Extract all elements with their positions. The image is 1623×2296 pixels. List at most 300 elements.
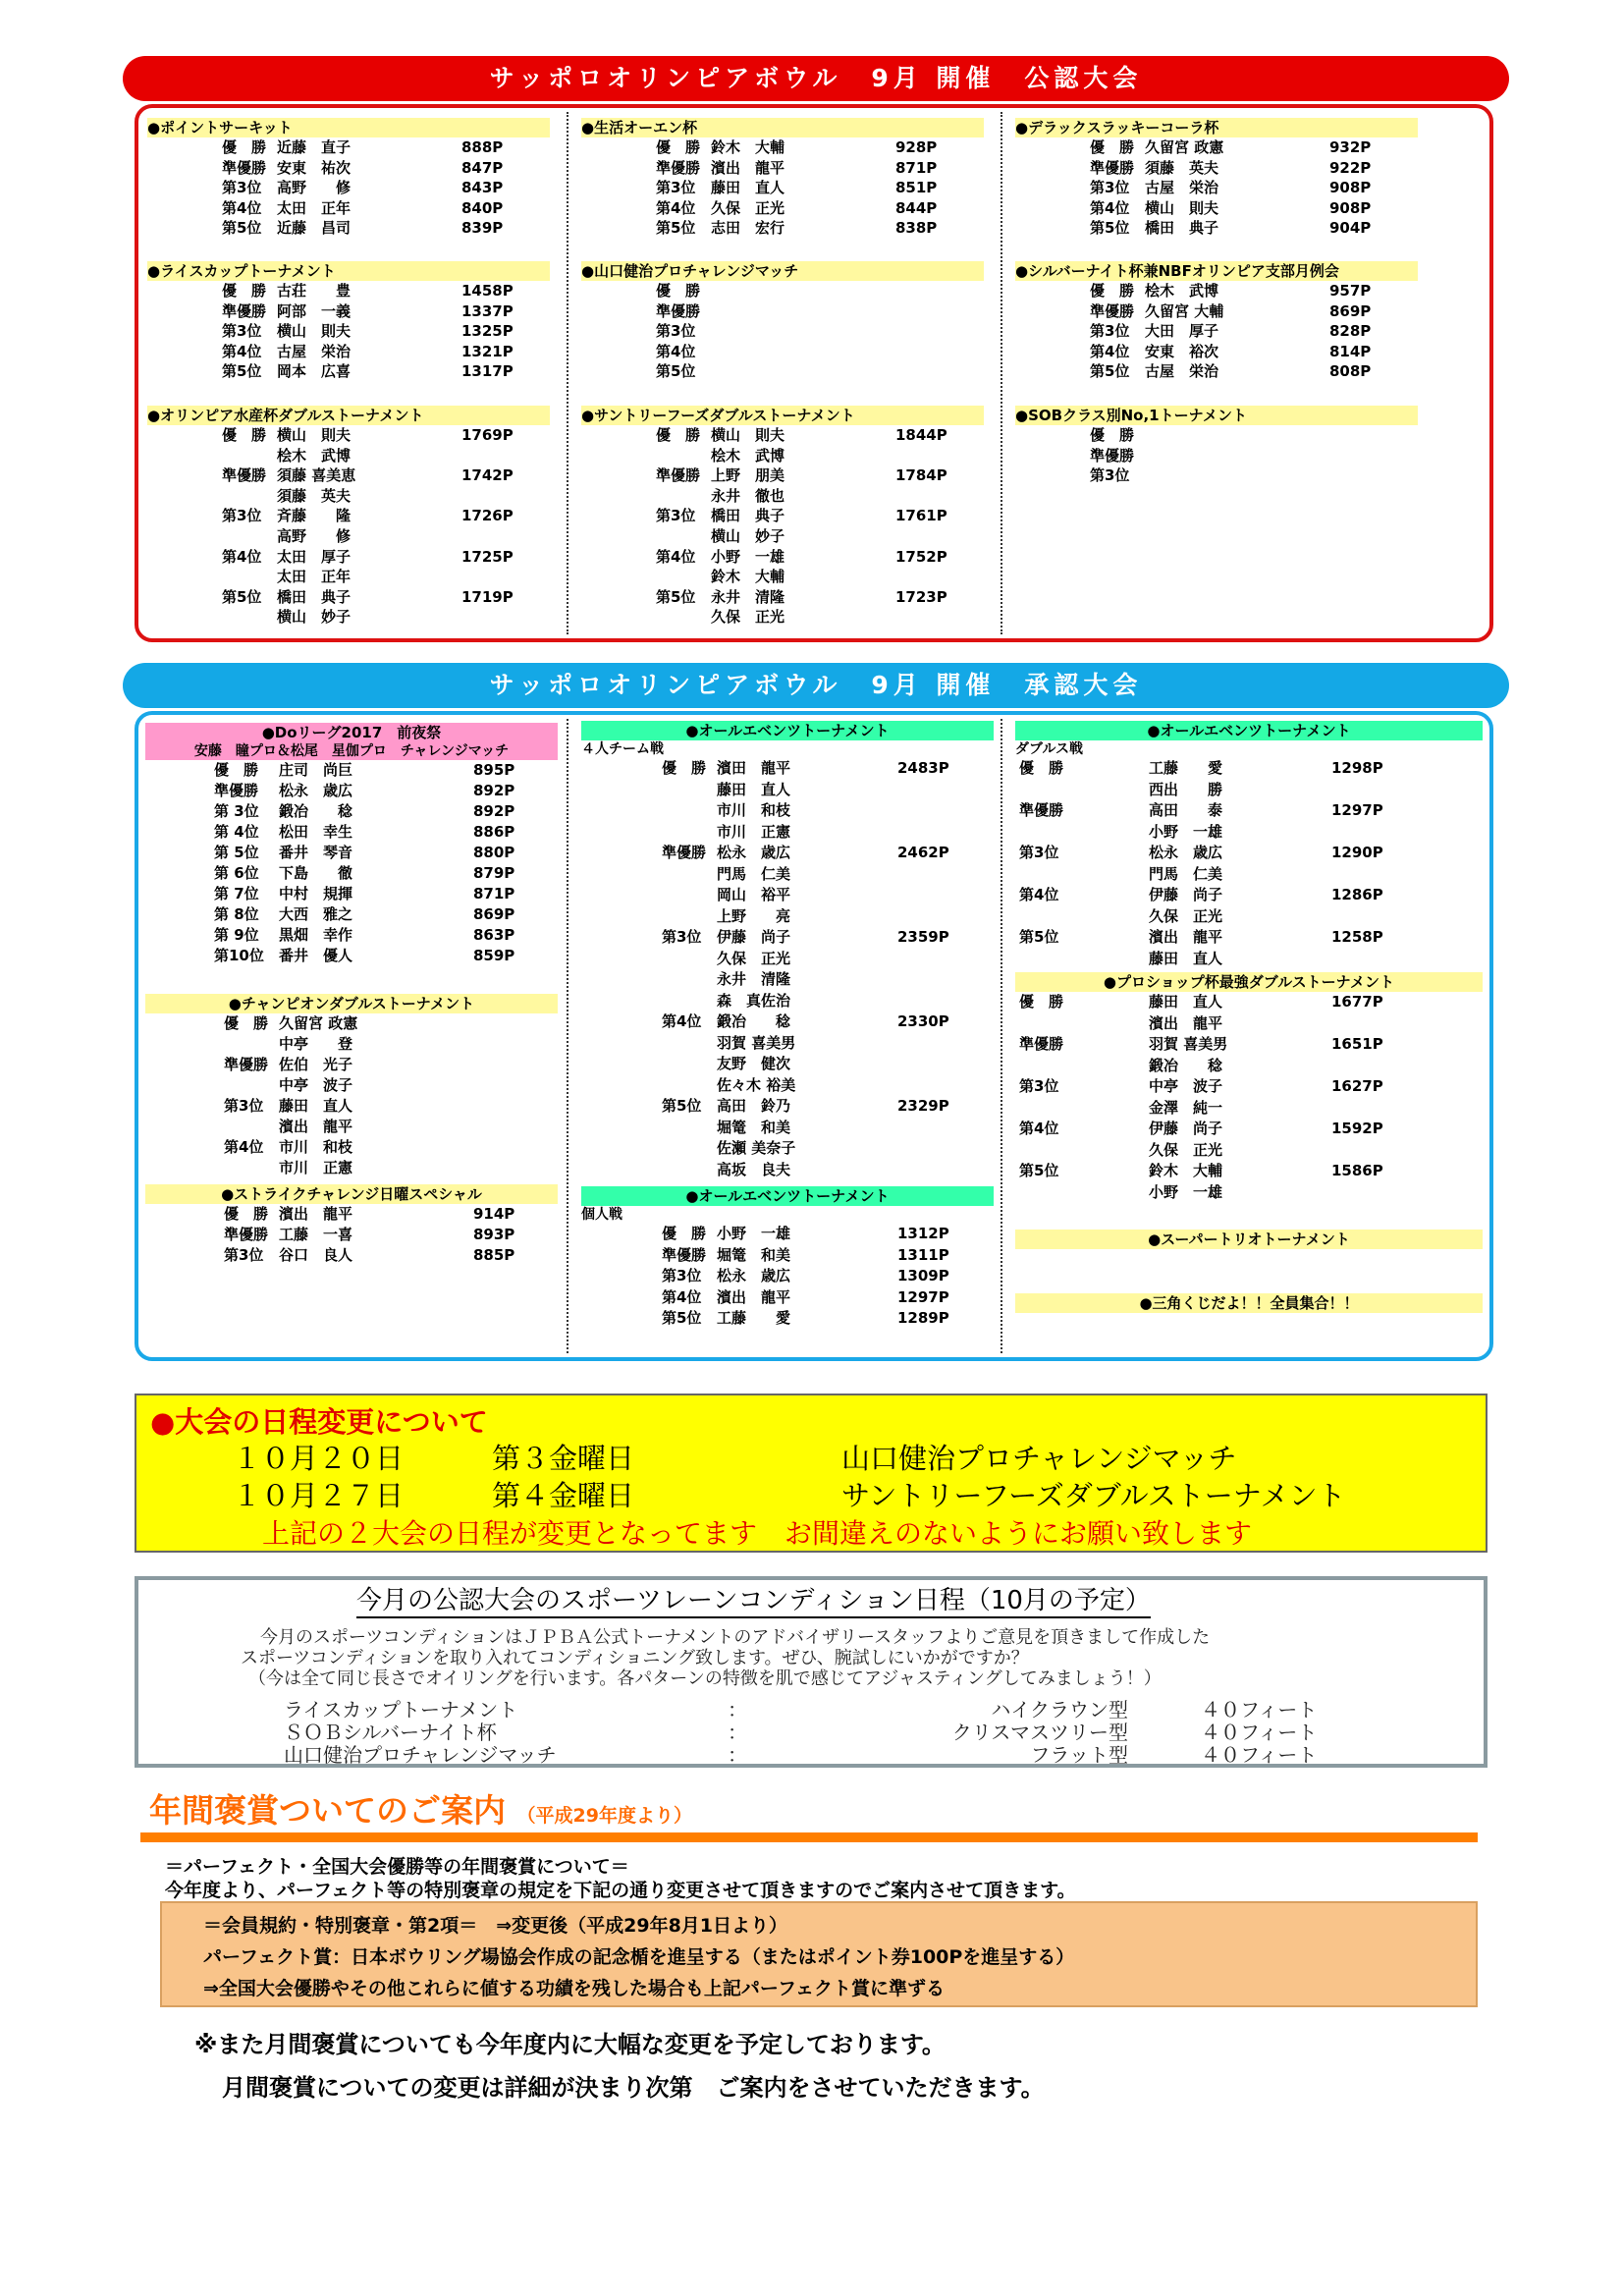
- result-row: [581, 465, 984, 486]
- result-name: 岡山 裕平: [717, 886, 791, 903]
- result-score: 1723P: [895, 587, 947, 606]
- result-name: 濱出 龍平: [711, 158, 785, 177]
- result-rank: 第5位: [1019, 1162, 1059, 1179]
- result-name: 桧木 武博: [711, 446, 785, 465]
- result-name: 濱出 龍平: [1149, 1013, 1223, 1032]
- result-name: 藤田 直人: [711, 179, 785, 197]
- result-rank: 第4位: [656, 198, 696, 217]
- result-row: [1015, 342, 1418, 362]
- result-name: 松永 歳広: [717, 844, 791, 861]
- result-name: 横山 則夫: [277, 322, 352, 341]
- result-row: [1015, 1140, 1483, 1162]
- result-row: [581, 1308, 994, 1330]
- result-name: 佐伯 光子: [279, 1056, 353, 1073]
- result-row: [581, 218, 984, 239]
- result-score: 895P: [473, 761, 515, 779]
- result-row: [147, 486, 550, 507]
- result-name: 阿部 一義: [277, 301, 352, 320]
- result-name: 太田 厚子: [277, 547, 352, 566]
- result-rank: 第3位: [222, 322, 262, 341]
- result-row: [581, 1224, 994, 1245]
- notice-date-2: １０月２７日: [233, 1479, 405, 1512]
- result-row: [581, 885, 994, 906]
- result-score: 840P: [461, 198, 504, 217]
- result-name: 中亭 波子: [279, 1076, 353, 1094]
- result-name: 橋田 典子: [1145, 219, 1219, 238]
- result-score: 914P: [473, 1205, 515, 1223]
- result-row: [581, 446, 984, 466]
- result-score: 839P: [461, 219, 504, 238]
- result-rank: 第3位: [662, 1267, 702, 1285]
- result-rank: 第4位: [1019, 886, 1059, 903]
- result-row: [1015, 1161, 1483, 1182]
- result-score: 1719P: [461, 587, 514, 606]
- result-rank: 第5位: [656, 362, 696, 381]
- result-row: [147, 137, 550, 158]
- result-rank: 第4位: [656, 547, 696, 566]
- result-row: [145, 1013, 558, 1034]
- award-rule-3: ⇒全国大会優勝やその他これらに値する功績を残した場合も上記パーフェクト賞に準ずる: [203, 1978, 946, 1999]
- result-name: 羽賀 喜美男: [1149, 1035, 1228, 1053]
- notice-footer: 上記の２大会の日程が変更となってます お間違えのないようにお願い致します: [262, 1517, 1253, 1550]
- section-title: ●プロショップ杯最強ダブルストーナメント: [1015, 972, 1483, 992]
- result-score: 1258P: [1331, 928, 1383, 946]
- result-row: [145, 1225, 558, 1245]
- section-title: ●ストライクチャレンジ日曜スペシャル: [145, 1184, 558, 1204]
- result-rank: 第 4位: [214, 823, 259, 841]
- result-row: [147, 506, 550, 526]
- result-rank: 優 勝: [656, 282, 701, 300]
- result-name: 佐々木 裕美: [717, 1075, 796, 1094]
- lane-row-sep: ：: [728, 1743, 747, 1767]
- award-divider: [140, 1832, 1478, 1842]
- result-score: 2483P: [897, 759, 949, 777]
- result-score: 843P: [461, 179, 504, 197]
- result-section: [581, 721, 994, 1180]
- result-name: 鍛冶 稔: [1149, 1056, 1223, 1074]
- result-name: 高田 鈴乃: [717, 1097, 791, 1115]
- result-rank: 第5位: [1019, 928, 1059, 946]
- result-name: 谷口 良人: [279, 1246, 353, 1264]
- result-row: [147, 342, 550, 362]
- result-row: [1015, 158, 1418, 179]
- result-name: 番井 優人: [279, 947, 353, 964]
- result-section: [581, 261, 984, 382]
- result-rank: 第5位: [1090, 362, 1130, 381]
- result-rank: 準優勝: [224, 1226, 269, 1243]
- result-rank: 第 6位: [214, 864, 259, 882]
- lane-row-length: ４０フィート: [1201, 1721, 1318, 1744]
- result-score: 1458P: [461, 282, 514, 300]
- result-row: [145, 925, 558, 946]
- award-rule-2: パーフェクト賞：日本ボウリング場協会作成の記念楯を進呈する（またはポイント券100Pを進呈する）: [203, 1946, 1075, 1968]
- result-row: [581, 800, 994, 822]
- result-rank: 第3位: [222, 507, 262, 525]
- result-rank: 第5位: [656, 219, 696, 238]
- lane-desc-1: 今月のスポーツコンディションはＪＰＢＡ公式トーナメントのアドバイザリースタッフよりご意見を頂きまして作成した: [260, 1627, 1211, 1648]
- result-rank: 優 勝: [662, 1225, 707, 1242]
- result-score: 828P: [1329, 322, 1372, 341]
- result-rank: 第4位: [662, 1012, 702, 1030]
- result-row: [1015, 843, 1483, 864]
- result-rank: 第5位: [662, 1309, 702, 1327]
- result-row: [145, 1158, 558, 1178]
- result-score: 1651P: [1331, 1035, 1383, 1053]
- section-title: ●ライスカップトーナメント: [147, 261, 550, 281]
- result-section: [1015, 972, 1483, 1203]
- result-row: [581, 1011, 994, 1033]
- result-name: 鍛冶 稔: [279, 802, 353, 820]
- section-title: ●生活オーエン杯: [581, 118, 984, 137]
- section-title: ●三角くじだよ！！全員集合！！: [1015, 1293, 1483, 1313]
- result-name: 鈴木 大輔: [711, 138, 785, 156]
- result-row: [145, 1137, 558, 1158]
- result-rank: 第3位: [222, 179, 262, 197]
- section-title: ●スーパートリオトーナメント: [1015, 1230, 1483, 1249]
- result-name: 久留宮 政憲: [1145, 138, 1224, 156]
- result-row: [145, 781, 558, 801]
- result-row: [1015, 822, 1483, 844]
- result-name: 久保 正光: [711, 198, 785, 217]
- result-score: 1311P: [897, 1245, 949, 1264]
- award-footnote-1: ※また月間褒賞についても今年度内に大幅な変更を予定しております。: [194, 2031, 946, 2058]
- result-row: [1015, 992, 1483, 1013]
- result-name: 須藤 英夫: [277, 486, 352, 505]
- result-score: 1297P: [1331, 801, 1383, 819]
- result-score: 1752P: [895, 547, 947, 566]
- section-subtitle: 安藤 瞳プロ＆松尾 星伽プロ チャレンジマッチ: [145, 742, 558, 760]
- result-rank: 第3位: [224, 1097, 264, 1115]
- result-row: [1015, 361, 1418, 382]
- result-name: 高野 修: [277, 526, 352, 545]
- result-row: [1015, 281, 1418, 301]
- result-rank: 第3位: [224, 1246, 264, 1264]
- result-rank: 優 勝: [224, 1205, 269, 1223]
- result-name: 斉藤 隆: [277, 507, 352, 525]
- result-row: [147, 465, 550, 486]
- result-rank: 第4位: [222, 547, 262, 566]
- result-score: 1312P: [897, 1225, 949, 1242]
- result-score: 932P: [1329, 138, 1372, 156]
- award-title-sub: （平成29年度より）: [516, 1805, 692, 1827]
- result-rank: 第 8位: [214, 905, 259, 923]
- result-row: [1015, 1013, 1483, 1035]
- result-name: 久留宮 政憲: [279, 1014, 358, 1032]
- result-score: 1784P: [895, 466, 947, 485]
- result-row: [581, 361, 984, 382]
- result-name: 太田 正年: [277, 568, 352, 586]
- result-row: [581, 342, 984, 362]
- result-score: 879P: [473, 864, 515, 882]
- award-rule-1: ＝会員規約・特別褒章・第2項＝ ⇒変更後（平成29年8月1日より）: [203, 1915, 788, 1937]
- result-rank: 第5位: [662, 1097, 702, 1115]
- result-row: [147, 321, 550, 342]
- result-name: 古屋 栄治: [1145, 179, 1219, 197]
- result-row: [145, 822, 558, 843]
- result-row: [581, 137, 984, 158]
- result-rank: 準優勝: [662, 844, 707, 861]
- result-rank: 第10位: [214, 947, 264, 964]
- result-score: 1317P: [461, 362, 514, 381]
- result-row: [147, 178, 550, 198]
- result-score: 847P: [461, 158, 504, 177]
- result-name: 高田 泰: [1149, 801, 1223, 819]
- result-name: 上野 亮: [717, 906, 791, 925]
- result-score: 1286P: [1331, 886, 1383, 903]
- result-name: 須藤 喜美恵: [277, 466, 356, 485]
- result-name: 伊藤 尚子: [1149, 1120, 1223, 1137]
- section-title: ●オリンピア水産杯ダブルストーナメント: [147, 406, 550, 425]
- result-row: [1015, 1034, 1483, 1056]
- result-rank: 第3位: [1090, 179, 1130, 197]
- result-rank: 第5位: [1090, 219, 1130, 238]
- result-name: 横山 則夫: [277, 426, 352, 444]
- result-row: [581, 780, 994, 801]
- result-row: [1015, 198, 1418, 219]
- result-name: 古荘 豊: [277, 282, 352, 300]
- result-rank: 第4位: [224, 1138, 264, 1156]
- result-score: 1725P: [461, 547, 514, 566]
- award-intro: 今年度より、パーフェクト等の特別褒章の規定を下記の通り変更させて頂きますのでご案内させて頂きます。: [165, 1880, 1076, 1901]
- result-score: 1592P: [1331, 1120, 1383, 1137]
- section-title: ●オールエベンツトーナメント: [1015, 721, 1483, 740]
- result-rank: 第3位: [656, 507, 696, 525]
- result-section: [581, 406, 984, 628]
- award-footnote-2: 月間褒賞についての変更は詳細が決まり次第 ご案内をさせていただきます。: [222, 2074, 1045, 2102]
- result-name: 鈴木 大輔: [711, 568, 785, 586]
- result-name: 中亭 波子: [1149, 1077, 1223, 1095]
- result-name: 庄司 尚巨: [279, 761, 353, 779]
- notice-title: ●大会の日程変更について: [150, 1405, 488, 1439]
- result-section: [145, 723, 558, 966]
- result-row: [1015, 927, 1483, 949]
- result-score: 892P: [473, 802, 515, 820]
- result-row: [1015, 465, 1418, 486]
- result-rank: 準優勝: [656, 301, 701, 320]
- result-score: 1298P: [1331, 759, 1383, 777]
- result-rank: 第4位: [222, 198, 262, 217]
- result-name: 市川 正憲: [279, 1159, 353, 1176]
- result-name: 横山 則夫: [1145, 198, 1219, 217]
- result-rank: 第4位: [1090, 342, 1130, 360]
- result-name: 藤田 直人: [717, 780, 791, 798]
- result-rank: 優 勝: [1090, 282, 1135, 300]
- lane-condition-box: [135, 1576, 1488, 1768]
- result-section: [581, 118, 984, 239]
- result-name: 桧木 武博: [277, 446, 352, 465]
- result-rank: 第5位: [656, 587, 696, 606]
- shounin-banner: サッポロオリンピアボウル 9月 開催 承認大会: [123, 663, 1509, 708]
- result-row: [1015, 1098, 1483, 1120]
- schedule-change-notice: [135, 1394, 1488, 1553]
- result-row: [1015, 301, 1418, 322]
- result-row: [581, 587, 984, 608]
- result-row: [1015, 446, 1418, 466]
- result-name: 久保 正光: [717, 949, 791, 967]
- result-score: 885P: [473, 1246, 515, 1264]
- result-row: [145, 884, 558, 904]
- result-row: [581, 843, 994, 864]
- result-row: [147, 158, 550, 179]
- lane-row-sep: ：: [728, 1698, 747, 1722]
- result-score: 2462P: [897, 844, 949, 861]
- result-section: [581, 1186, 994, 1330]
- result-score: 844P: [895, 198, 938, 217]
- result-rank: 優 勝: [656, 426, 701, 444]
- result-section: [1015, 406, 1418, 486]
- result-score: 880P: [473, 844, 515, 861]
- result-name: 鈴木 大輔: [1149, 1162, 1223, 1179]
- result-name: 橋田 典子: [711, 507, 785, 525]
- result-row: [581, 301, 984, 322]
- result-score: 1769P: [461, 426, 514, 444]
- lane-row-sep: ：: [728, 1721, 747, 1744]
- result-row: [1015, 425, 1418, 446]
- result-name: 濱出 龍平: [717, 1287, 791, 1306]
- result-rank: 準優勝: [224, 1056, 269, 1073]
- result-name: 小野 一雄: [711, 547, 785, 566]
- result-rank: 第3位: [1019, 1077, 1059, 1095]
- result-name: 橋田 典子: [277, 587, 352, 606]
- award-rule-box: [160, 1901, 1478, 2007]
- result-row: [581, 486, 984, 507]
- result-name: 安東 祐次: [277, 158, 352, 177]
- result-rank: 第5位: [222, 587, 262, 606]
- result-row: [147, 587, 550, 608]
- result-score: 869P: [473, 905, 515, 923]
- result-name: 門馬 仁美: [1149, 864, 1223, 883]
- result-row: [145, 760, 558, 781]
- result-name: 松永 歳広: [279, 782, 353, 799]
- result-rank: 第 9位: [214, 926, 259, 944]
- section-title: ●チャンピオンダブルストーナメント: [145, 994, 558, 1013]
- result-row: [147, 547, 550, 568]
- result-row: [581, 158, 984, 179]
- result-row: [145, 1117, 558, 1137]
- notice-event-2: サントリーフーズダブルストーナメント: [841, 1479, 1346, 1512]
- result-section: [1015, 118, 1418, 239]
- result-name: 永井 清隆: [717, 970, 791, 988]
- result-name: 久保 正光: [711, 608, 785, 627]
- result-rank: 優 勝: [214, 761, 259, 779]
- result-score: 1289P: [897, 1309, 949, 1327]
- result-score: 1297P: [897, 1287, 949, 1306]
- result-row: [581, 178, 984, 198]
- result-row: [1015, 949, 1483, 970]
- result-name: 横山 妙子: [711, 526, 785, 545]
- result-name: 小野 一雄: [1149, 822, 1223, 841]
- result-score: 1321P: [461, 342, 514, 360]
- award-heading: ＝パーフェクト・全国大会優勝等の年間褒賞について＝: [165, 1856, 629, 1878]
- result-row: [145, 1055, 558, 1075]
- result-name: 永井 徹也: [711, 486, 785, 505]
- result-score: 1337P: [461, 301, 514, 320]
- result-name: 金澤 純一: [1149, 1098, 1223, 1117]
- result-row: [145, 904, 558, 925]
- result-row: [147, 446, 550, 466]
- result-name: 志田 宏行: [711, 219, 785, 238]
- result-name: 濱出 龍平: [279, 1205, 353, 1223]
- result-row: [581, 949, 994, 970]
- result-rank: 準優勝: [1019, 1035, 1064, 1053]
- result-score: 1309P: [897, 1267, 949, 1285]
- result-name: 藤田 直人: [1149, 993, 1223, 1011]
- result-rank: 優 勝: [1090, 426, 1135, 444]
- lane-row-length: ４０フィート: [1201, 1743, 1318, 1767]
- result-score: 922P: [1329, 158, 1372, 177]
- result-row: [145, 1034, 558, 1055]
- result-name: 久留宮 大輔: [1145, 301, 1224, 320]
- result-row: [147, 361, 550, 382]
- result-name: 藤田 直人: [279, 1097, 353, 1115]
- result-row: [145, 946, 558, 966]
- result-name: 久保 正光: [1149, 1140, 1223, 1159]
- result-name: 大西 雅之: [279, 905, 353, 923]
- result-name: 下島 徹: [279, 864, 353, 882]
- result-row: [1015, 885, 1483, 906]
- result-rank: 優 勝: [656, 138, 701, 156]
- result-name: 羽賀 喜美男: [717, 1033, 796, 1052]
- section-title: ●デラックスラッキーコーラ杯: [1015, 118, 1418, 137]
- result-rank: 準優勝: [656, 466, 701, 485]
- result-section: [147, 406, 550, 628]
- result-section: [147, 118, 550, 239]
- result-score: 2330P: [897, 1012, 949, 1030]
- result-section: [1015, 721, 1483, 969]
- result-rank: 第4位: [656, 342, 696, 360]
- result-name: 桧木 武博: [1145, 282, 1219, 300]
- result-score: 1627P: [1331, 1077, 1383, 1095]
- result-row: [581, 991, 994, 1012]
- result-row: [581, 526, 984, 547]
- result-rank: 第3位: [662, 928, 702, 946]
- result-score: 1290P: [1331, 844, 1383, 861]
- result-row: [1015, 906, 1483, 928]
- section-title: ●山口健治プロチャレンジマッチ: [581, 261, 984, 281]
- result-rank: 準優勝: [1019, 801, 1064, 819]
- notice-date-1: １０月２０日: [233, 1442, 405, 1475]
- result-row: [1015, 780, 1483, 801]
- result-row: [1015, 321, 1418, 342]
- lane-desc-2: スポーツコンディションを取り入れてコンディショニング致します。ぜひ、腕試しにいかがですか？: [241, 1648, 1029, 1668]
- result-score: 1844P: [895, 426, 947, 444]
- result-row: [147, 198, 550, 219]
- result-row: [145, 1096, 558, 1117]
- result-rank: 準優勝: [656, 158, 701, 177]
- section-title: ●Doリーグ2017 前夜祭: [145, 723, 558, 742]
- result-name: 小野 一雄: [717, 1225, 791, 1242]
- result-name: 近藤 昌司: [277, 219, 352, 238]
- lane-row-pattern: ハイクラウン型: [991, 1698, 1128, 1722]
- result-rank: 準優勝: [222, 301, 267, 320]
- result-name: 近藤 直子: [277, 138, 352, 156]
- result-row: [1015, 137, 1418, 158]
- result-name: 小野 一雄: [1149, 1182, 1223, 1201]
- result-rank: 準優勝: [1090, 446, 1135, 465]
- result-name: 濱田 龍平: [717, 759, 791, 777]
- notice-day-2: 第４金曜日: [492, 1479, 635, 1512]
- result-rank: 第5位: [222, 362, 262, 381]
- section-subtitle: 個人戦: [581, 1207, 622, 1223]
- result-row: [145, 1075, 558, 1096]
- result-section: [1015, 1230, 1483, 1249]
- result-row: [147, 218, 550, 239]
- result-name: 伊藤 尚子: [1149, 886, 1223, 903]
- result-row: [581, 969, 994, 991]
- result-name: 西出 勝: [1149, 780, 1223, 798]
- result-row: [581, 506, 984, 526]
- result-row: [145, 843, 558, 863]
